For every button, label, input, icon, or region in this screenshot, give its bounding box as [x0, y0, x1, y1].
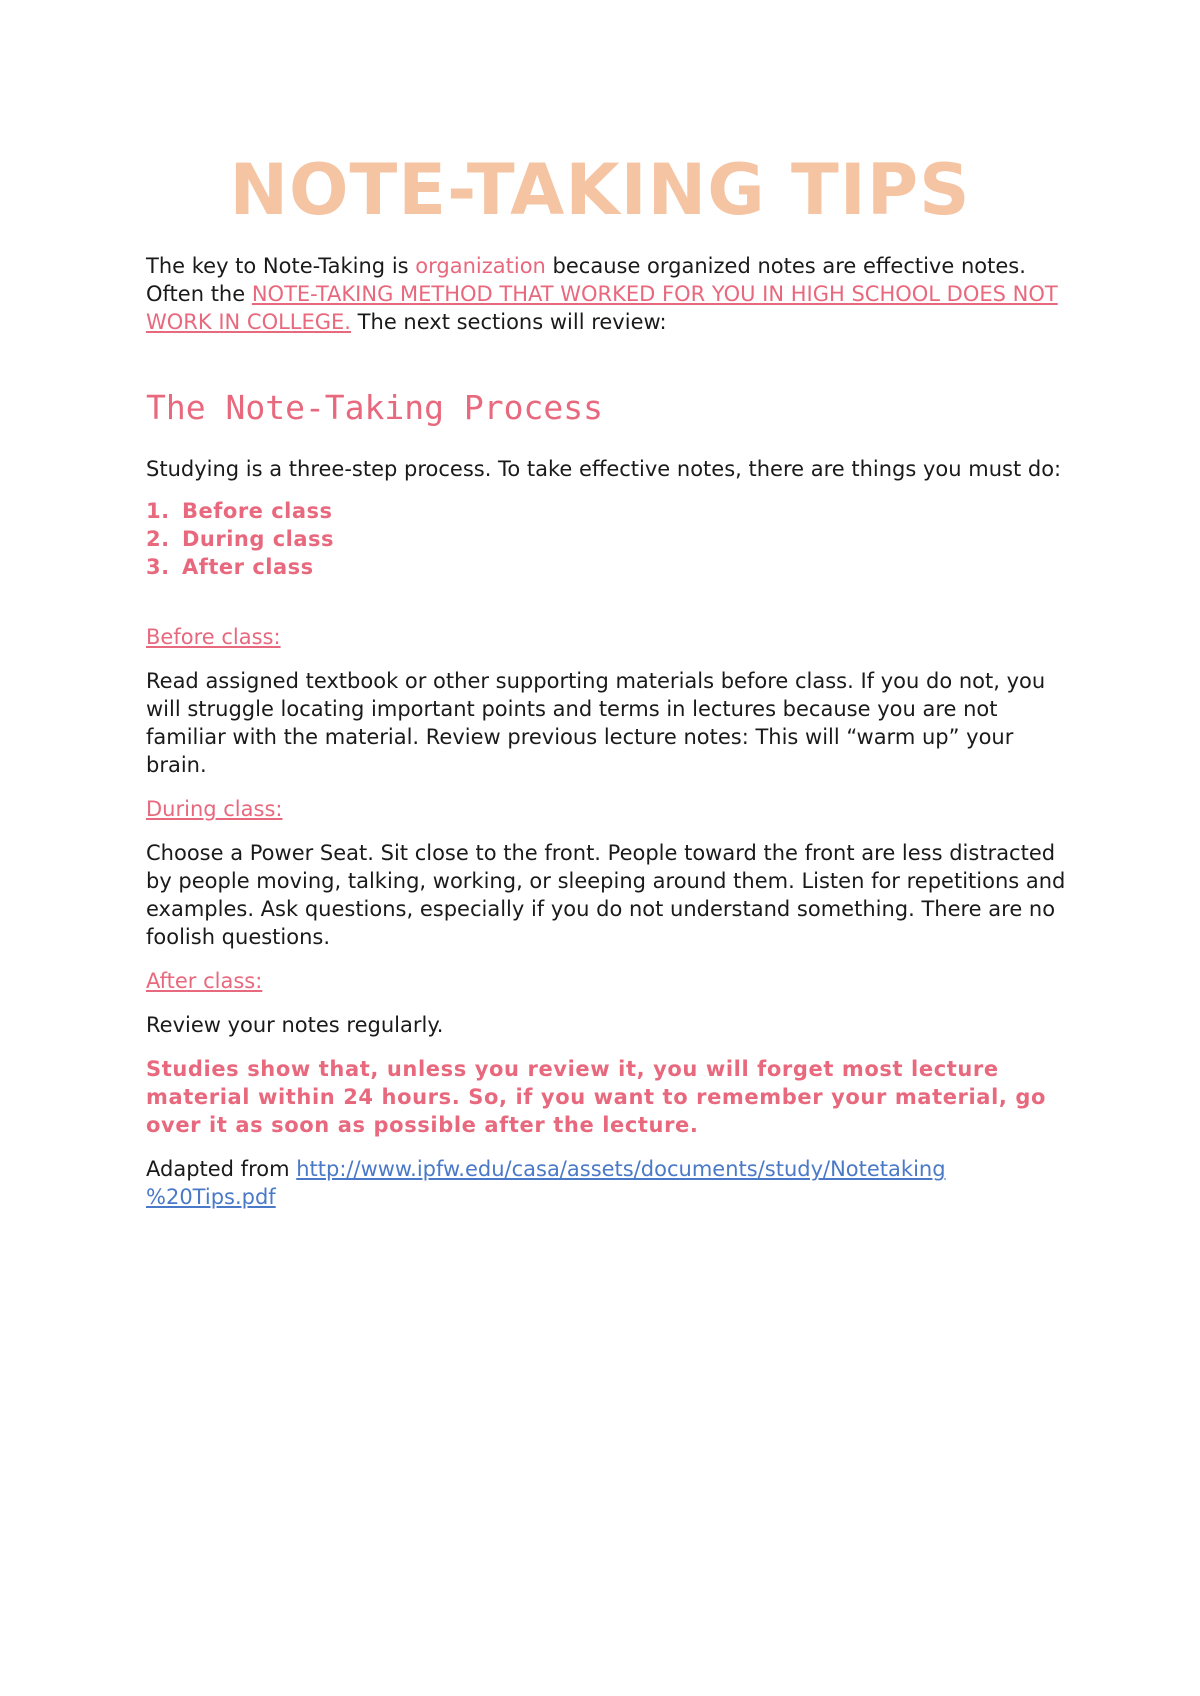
step-item-before: [146, 497, 1066, 525]
source-prefix: Adapted from: [146, 1157, 297, 1182]
intro-text-3: The next sections will review:: [351, 310, 667, 334]
subheading-before-class: Before class:: [146, 625, 281, 650]
emphasis-paragraph: Studies show that, unless you review it, you will forget most lecture material within 24 hours. So, if you want to remember your material, go over it as soon as possible after the lecture.: [146, 1057, 1047, 1138]
before-class-text: Read assigned textbook or other supporting materials before class. If you do not, you will struggle locating important points and terms in lectures because you are not familiar with the material. Review previous lecture notes: This will “warm up” your brain.: [146, 669, 1046, 778]
section-heading-process: The Note-Taking Process: [146, 388, 603, 427]
step-label: After class: [182, 555, 314, 580]
intro-text-2: because organized notes are effective notes. Often the: [146, 254, 1026, 306]
step-item-after: [146, 553, 1066, 581]
subheading-after-class: After class:: [146, 969, 263, 994]
page-title: NOTE-TAKING TIPS: [229, 149, 971, 231]
source-link-line2: %20Tips.pdf: [146, 1185, 276, 1210]
intro-highlight-organization: organization: [415, 254, 546, 278]
step-number: 1.: [146, 499, 170, 524]
during-class-text: Choose a Power Seat. Sit close to the front. People toward the front are less distracted by people moving, talking, working, or sleeping around them. Listen for repetitions and examples. Ask questions, especially if you do not understand something. There are no foolish questions.: [146, 841, 1066, 950]
intro-highlight-method: NOTE-TAKING METHOD THAT WORKED FOR YOU IN HIGH SCHOOL DOES NOT WORK IN COLLEGE.: [146, 282, 1058, 334]
step-item-during: [146, 525, 1066, 553]
studying-paragraph: Studying is a three-step process. To take effective notes, there are things you must do:: [146, 457, 1062, 482]
step-number: 3.: [146, 555, 170, 580]
after-class-text: Review your notes regularly.: [146, 1013, 444, 1038]
document-page: [146, 0, 1066, 1211]
steps-list: [146, 497, 1066, 581]
step-label: Before class: [182, 499, 333, 524]
source-attribution: [146, 1155, 1066, 1211]
step-label: During class: [182, 527, 335, 552]
intro-paragraph: [146, 252, 1066, 336]
intro-text-1: The key to Note-Taking is: [146, 254, 416, 278]
subheading-during-class: During class:: [146, 797, 283, 822]
source-link-line1: http://www.ipfw.edu/casa/assets/documents/study/Notetaking: [296, 1157, 946, 1182]
step-number: 2.: [146, 527, 170, 552]
